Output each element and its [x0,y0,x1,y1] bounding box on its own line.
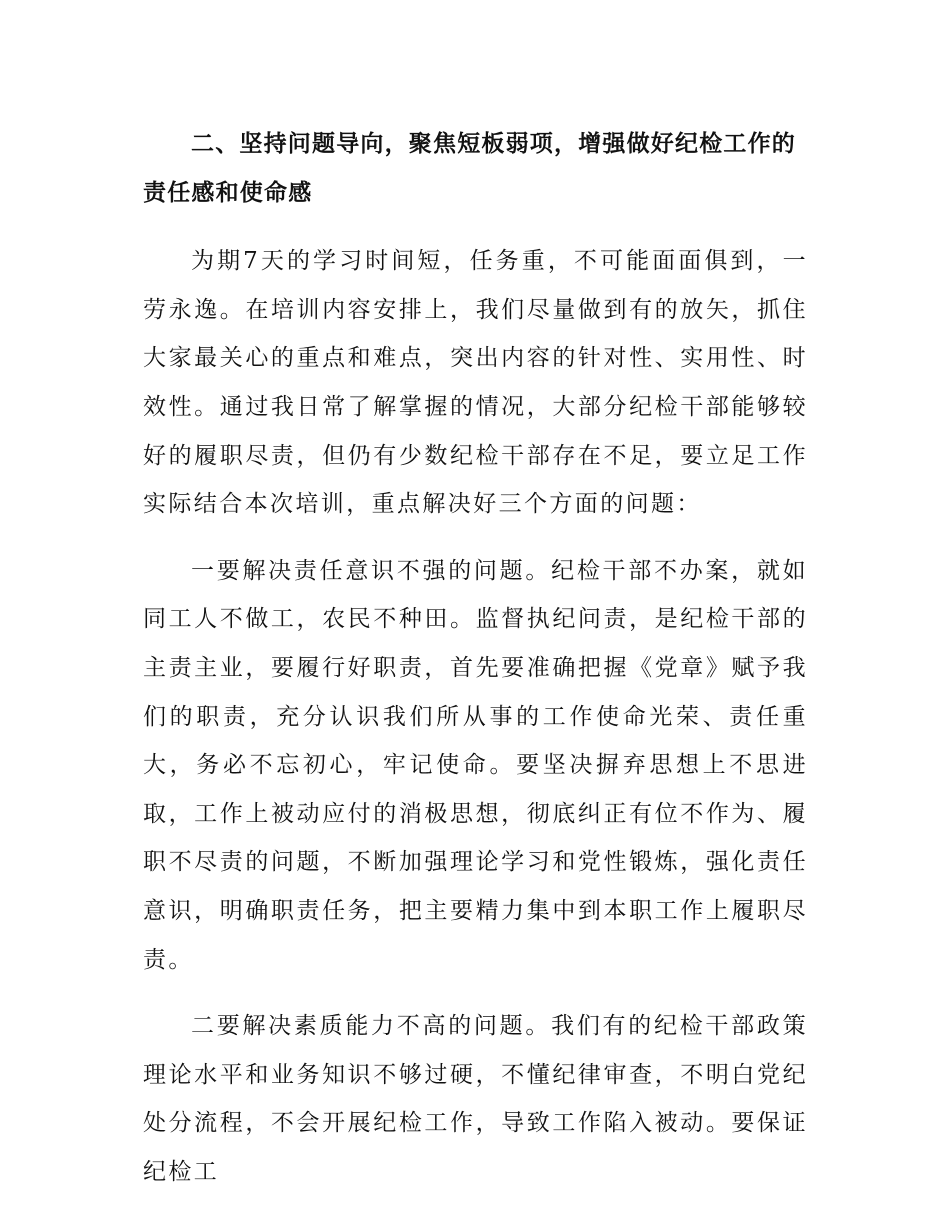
paragraph-responsibility: 一要解决责任意识不强的问题。纪检干部不办案，就如同工人不做工，农民不种田。监督执纪问责，是纪检干部的主责主业，要履行好职责，首先要准确把握《党章》赋予我们的职责，充分认识我们所从事的工作使命光荣、责任重大，务必不忘初心，牢记使命。要坚决摒弃思想上不思进取，工作上被动应付的消极思想，彻底纠正有位不作为、履职不尽责的问题，不断加强理论学习和党性锻炼，强化责任意识，明确职责任务，把主要精力集中到本职工作上履职尽责。 [143,557,808,973]
section-heading: 二、坚持问题导向，聚焦短板弱项，增强做好纪检工作的责任感和使命感 [143,131,796,206]
paragraph-competence: 二要解决素质能力不高的问题。我们有的纪检干部政策理论水平和业务知识不够过硬，不懂纪律审查，不明白党纪处分流程，不会开展纪检工作，导致工作陷入被动。要保证纪检工 [143,1013,808,1185]
document-body [143,120,808,1214]
paragraph-intro: 为期7天的学习时间短，任务重，不可能面面俱到，一劳永逸。在培训内容安排上，我们尽量做到有的放矢，抓住大家最关心的重点和难点，突出内容的针对性、实用性、时效性。通过我日常了解掌握的情况，大部分纪检干部能够较好的履职尽责，但仍有少数纪检干部存在不足，要立足工作实际结合本次培训，重点解决好三个方面的问题： [143,248,808,518]
